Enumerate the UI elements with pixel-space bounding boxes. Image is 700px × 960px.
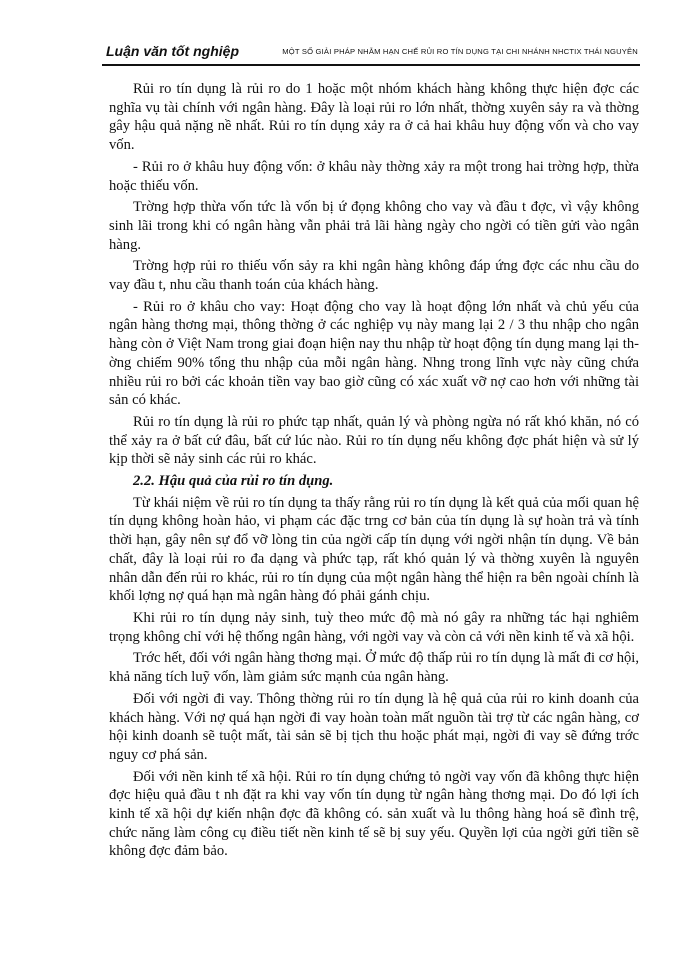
paragraph: Trờng hợp thừa vốn tức là vốn bị ứ đọng không cho vay và đầu t đợc, vì vậy không sinh lãi trong khi có ngân hàng vẫn phải trả lãi hàng ngày cho ngời có tiền gửi vào ngân hàng.	[109, 199, 639, 253]
paragraph: Đối với nền kinh tế xã hội. Rủi ro tín dụng chứng tỏ ngời vay vốn đã không thực hiện đợc hiệu quả đầu t nh đặt ra khi vay vốn tín dụng từ ngân hàng thơng mại. Do đó lợi ích kinh tế xã hội dự kiến nhận đợc đã không có. sản xuất và lu thông hàng hoá sẽ đình trệ, chức năng làm công cụ điều tiết nền kinh tế sẽ bị suy yếu. Quyền lợi của ngời gửi tiền sẽ không đợc đảm bảo.	[109, 768, 639, 860]
document-body	[109, 80, 639, 864]
paragraph: Đối với ngời đi vay. Thông thờng rủi ro tín dụng là hệ quả của rủi ro kinh doanh của khách hàng. Với nợ quá hạn ngời đi vay hoàn toàn mất nguồn tài trợ từ các ngân hàng, cơ hội kinh doanh sẽ tuột mất, tài sản sẽ bị tịch thu hoặc phát mại, ngời đi vay sẽ đứng trớc nguy cơ phá sản.	[109, 690, 639, 763]
paragraph: Rủi ro tín dụng là rủi ro phức tạp nhất, quản lý và phòng ngừa nó rất khó khăn, nó có thể xảy ra ở bất cứ đâu, bất cứ lúc nào. Rủi ro tín dụng nếu không đợc phát hiện và sử lý kịp thời sẽ nảy sinh các rủi ro khác.	[109, 413, 639, 468]
header-title: Luận văn tốt nghiệp	[106, 43, 239, 59]
header-subtitle: MỘT SỐ GIẢI PHÁP NHẰM HẠN CHẾ RỦI RO TÍN DỤNG TẠI CHI NHÁNH NHCTIX THÁI NGUYÊN	[282, 47, 638, 56]
page-header	[102, 38, 640, 66]
paragraph: - Rủi ro ở khâu cho vay: Hoạt động cho vay là hoạt động lớn nhất và chủ yếu của ngân hàng thơng mại, thông thờng ở các nghiệp vụ này mang lại 2 / 3 thu nhập cho ngân hàng còn ở Việt Nam trong giai đoạn hiện nay thu nhập từ hoạt động tín dụng mang lại thờng chiếm 90% tổng thu nhập của mỗi ngân hàng. Nhng trong lĩnh vực này cũng chứa nhiều rủi ro bởi các khoản tiền vay bao giờ cũng có xác xuất vỡ nợ cao hơn với những tài sản có khác.	[109, 298, 639, 409]
paragraph: Rủi ro tín dụng là rủi ro do 1 hoặc một nhóm khách hàng không thực hiện đợc các nghĩa vụ tài chính với ngân hàng. Đây là loại rủi ro lớn nhất, thờng xuyên sảy ra và thờng gây hậu quả nặng nề nhất. Rủi ro tín dụng xảy ra ở cả hai khâu huy động vốn và cho vay vốn.	[109, 81, 639, 154]
paragraph: Khi rủi ro tín dụng nảy sinh, tuỳ theo mức độ mà nó gây ra những tác hại nghiêm trọng không chỉ với hệ thống ngân hàng, với ngời vay và còn cả với nền kinh tế và xã hội.	[109, 609, 639, 645]
paragraph: Trớc hết, đối với ngân hàng thơng mại. Ở mức độ thấp rủi ro tín dụng là mất đi cơ hội, khả năng tích luỹ vốn, làm giảm sức mạnh của ngân hàng.	[109, 650, 639, 686]
section-heading: 2.2. Hậu quả của rủi ro tín dụng.	[133, 473, 334, 490]
paragraph: Từ khái niệm về rủi ro tín dụng ta thấy rằng rủi ro tín dụng là kết quả của mối quan hệ tín dụng không hoàn hảo, vi phạm các đặc trng cơ bản của tín dụng là sự hoàn trả và tính thời hạn, gây nên sự đổ vỡ lòng tin của ngời cấp tín dụng với ngời nhận tín dụng. Về bản chất, đây là loại rủi ro đa dạng và phức tạp, rất khó quản lý và thờng xuyên là nguyên nhân dẫn đến rủi ro khác, rủi ro tín dụng của một ngân hàng thể hiện ra bên ngoài chính là khối lợng nợ quá hạn mà ngân hàng đó phải gánh chịu.	[109, 494, 639, 605]
paragraph: - Rủi ro ở khâu huy động vốn: ở khâu này thờng xảy ra một trong hai trờng hợp, thừa hoặc thiếu vốn.	[109, 158, 639, 194]
paragraph: Trờng hợp rủi ro thiếu vốn sảy ra khi ngân hàng không đáp ứng đợc các nhu cầu do vay đầu t, nhu cầu thanh toán của khách hàng.	[109, 258, 639, 294]
